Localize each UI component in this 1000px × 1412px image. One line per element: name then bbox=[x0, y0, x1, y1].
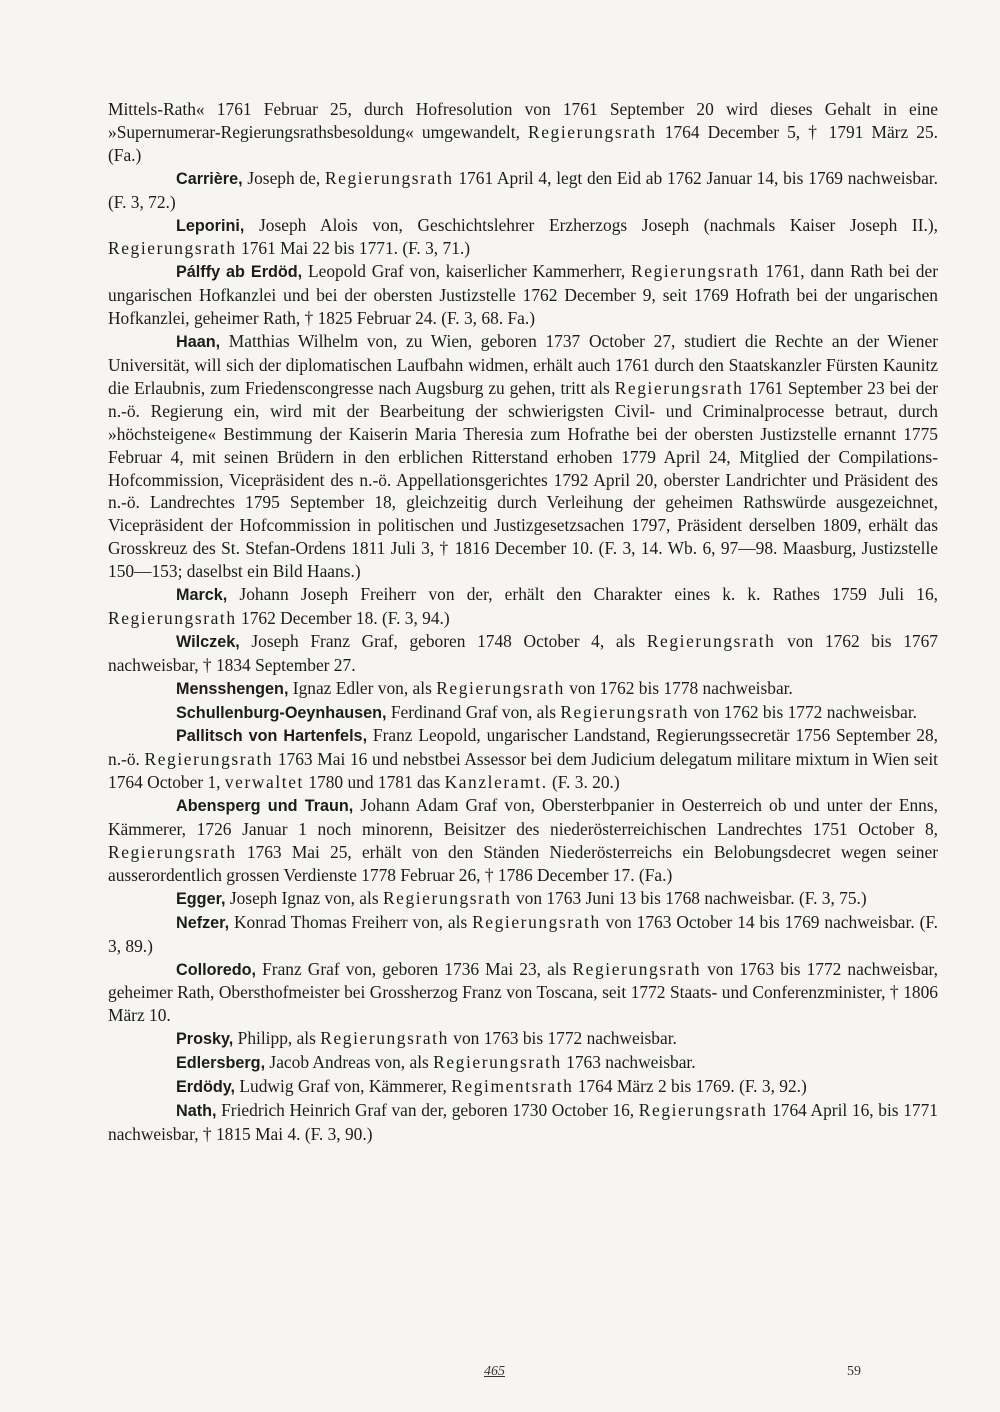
spaced-term: Regierungsrath bbox=[528, 121, 657, 142]
biography-entry bbox=[108, 677, 938, 701]
biography-entry bbox=[108, 911, 938, 958]
biography-entry bbox=[108, 214, 938, 261]
biography-entry bbox=[108, 958, 938, 1028]
biography-entry bbox=[108, 1099, 938, 1146]
biography-entry bbox=[108, 167, 938, 214]
entry-text: 1763 nachweisbar. bbox=[561, 1052, 696, 1073]
entry-name: Abensperg und Traun, bbox=[176, 797, 354, 816]
spaced-term: Regierungsrath bbox=[560, 701, 690, 722]
entry-name: Nefzer, bbox=[176, 913, 230, 932]
entry-text: Jacob Andreas von, als bbox=[265, 1052, 434, 1073]
entry-name: Schullenburg-Oeynhausen, bbox=[176, 703, 387, 722]
entry-text: Ferdinand Graf von, als bbox=[386, 701, 561, 722]
spaced-term: Regierungsrath bbox=[631, 261, 760, 282]
spaced-term: Regimentsrath bbox=[451, 1076, 574, 1097]
page-body bbox=[108, 98, 938, 1146]
spaced-term: Regierungsrath bbox=[144, 749, 274, 770]
biography-entry bbox=[108, 794, 938, 887]
spaced-term: Regierungsrath bbox=[614, 377, 744, 398]
entry-name: Edlersberg, bbox=[176, 1054, 266, 1073]
entry-text: von 1763 October 14 bis 1769 nachweisbar. (F. 3, 89.) bbox=[108, 911, 938, 956]
entry-text: 1763 Mai 25, erhält von den Ständen Niederösterreichs ein Belobungsdecret wegen seiner ausserordentlich grossen Verdienste 1778 Februar 26, † 1786 December 17. (Fa.) bbox=[108, 842, 938, 885]
entry-name: Leporini, bbox=[176, 216, 245, 235]
spaced-term: Regierungsrath bbox=[108, 607, 237, 628]
spaced-term: Regierungsrath bbox=[382, 887, 512, 908]
spaced-term: Regierungsrath bbox=[638, 1099, 768, 1120]
entry-name: Carrière, bbox=[176, 169, 243, 188]
entry-name: Wilczek, bbox=[176, 632, 240, 651]
entry-text: von 1763 Juni 13 bis 1768 nachweisbar. (F. 3, 75.) bbox=[511, 887, 867, 908]
biography-entry bbox=[108, 583, 938, 630]
biography-entry bbox=[108, 330, 938, 583]
entry-text: Franz Leopold, ungarischer Landstand, Regierungssecretär 1756 September 28, n.-ö. bbox=[108, 725, 938, 770]
entry-text: 1761, dann Rath bei der ungarischen Hofkanzlei und bei der obersten Justizstelle 1762 December 9, seit 1769 Hofrath bei der ungarischen Hofkanzlei, geheimer Rath, † 1825 Februar 24. (F. 3, 68. Fa.) bbox=[108, 261, 939, 329]
biography-entry bbox=[108, 630, 938, 677]
entry-name: Pallitsch von Hartenfels, bbox=[176, 727, 368, 746]
entry-name: Erdödy, bbox=[176, 1078, 236, 1097]
biography-entry bbox=[108, 1027, 938, 1051]
entry-text: Friedrich Heinrich Graf van der, geboren 1730 October 16, bbox=[216, 1099, 639, 1120]
page-number: 59 bbox=[847, 1364, 861, 1379]
entry-text: 1763 Mai 16 und nebstbei Assessor bei dem Judicium delegatum militare mixtum in Wien seit 1764 October 1, bbox=[108, 749, 938, 793]
spaced-term: verwaltet bbox=[224, 772, 304, 793]
entry-name: Pálffy ab Erdöd, bbox=[176, 263, 303, 282]
entry-name: Colloredo, bbox=[176, 960, 257, 979]
spaced-term: Regierungsrath bbox=[436, 677, 565, 698]
entry-text: von 1763 bis 1772 nachweisbar, geheimer Rath, Obersthofmeister bei Grossherzog Franz von Toscana, seit 1772 Staats- und Conferenzminister, † 1806 März 10. bbox=[108, 958, 938, 1026]
entry-text: 1764 December 5, † 1791 März 25. (Fa.) bbox=[108, 121, 938, 165]
entry-text: Mittels-Rath« 1761 Februar 25, durch Hofresolution von 1761 September 20 wird dieses Gehalt in eine »Supernumerar-Regierungsrathsbesoldung« umgewandelt, bbox=[108, 99, 938, 142]
spaced-term: Regierungsrath bbox=[472, 911, 601, 932]
spaced-term: Regierungsrath bbox=[572, 958, 702, 979]
entry-text: von 1763 bis 1772 nachweisbar. bbox=[448, 1028, 677, 1049]
entry-text: Philipp, als bbox=[233, 1028, 321, 1049]
entry-list bbox=[108, 167, 938, 1146]
biography-entry bbox=[108, 701, 938, 725]
spaced-term: Regierungsrath bbox=[646, 630, 776, 651]
spaced-term: Kanzleramt. bbox=[444, 772, 548, 793]
entry-name: Nath, bbox=[176, 1101, 217, 1120]
continuation-paragraph bbox=[108, 98, 938, 167]
entry-text: 1762 December 18. (F. 3, 94.) bbox=[236, 607, 450, 628]
entry-text: von 1762 bis 1778 nachweisbar. bbox=[564, 677, 793, 698]
entry-text: 1764 März 2 bis 1769. (F. 3, 92.) bbox=[573, 1076, 807, 1097]
entry-text: Joseph Alois von, Geschichtslehrer Erzherzogs Joseph (nachmals Kaiser Joseph II.), bbox=[244, 214, 938, 235]
entry-text: Joseph Franz Graf, geboren 1748 October 4, als bbox=[239, 630, 647, 651]
entry-text: 1761 April 4, legt den Eid ab 1762 Januar 14, bis 1769 nachweisbar. (F. 3, 72.) bbox=[108, 167, 938, 212]
entry-name: Haan, bbox=[176, 333, 221, 352]
entry-text: Ignaz Edler von, als bbox=[288, 677, 437, 698]
entry-text: Matthias Wilhelm von, zu Wien, geboren 1737 October 27, studiert die Rechte an der Wiener Universität, will sich der diplomatischen Laufbahn widmen, erhält auch 1761 durch den Staatskanzler Fürsten Kaunitz die Erlaubnis, zum Friedenscongresse nach Augsburg zu gehen, tritt als bbox=[108, 331, 938, 398]
entry-text: Leopold Graf von, kaiserlicher Kammerherr, bbox=[302, 261, 631, 282]
entry-text: 1780 und 1781 das bbox=[304, 772, 445, 793]
biography-entry bbox=[108, 1075, 938, 1099]
entry-text: Joseph de, bbox=[242, 167, 325, 188]
spaced-term: Regierungsrath bbox=[324, 167, 454, 188]
spaced-term: Regierungsrath bbox=[433, 1052, 562, 1073]
entry-text: Franz Graf von, geboren 1736 Mai 23, als bbox=[256, 958, 573, 979]
entry-text: Konrad Thomas Freiherr von, als bbox=[229, 911, 473, 932]
biography-entry bbox=[108, 887, 938, 911]
spaced-term: Regierungsrath bbox=[108, 238, 237, 259]
entry-text: Johann Joseph Freiherr von der, erhält den Charakter eines k. k. Rathes 1759 Juli 16, bbox=[227, 584, 938, 605]
spaced-term: Regierungsrath bbox=[320, 1028, 449, 1049]
spaced-term: Regierungsrath bbox=[108, 842, 237, 862]
entry-text: von 1762 bis 1767 nachweisbar, † 1834 September 27. bbox=[108, 630, 938, 675]
entry-text: Johann Adam Graf von, Obersterbpanier in Oesterreich ob und unter der Enns, Kämmerer, 1726 Januar 1 noch minorenn, Beisitzer des niederösterreichischen Landrechtes 1751 October 8, bbox=[108, 795, 938, 840]
biography-entry bbox=[108, 260, 938, 330]
entry-name: Marck, bbox=[176, 586, 228, 605]
entry-name: Egger, bbox=[176, 889, 226, 908]
entry-name: Mensshengen, bbox=[176, 679, 289, 698]
entry-text: 1761 September 23 bei der n.-ö. Regierung ein, wird mit der Bearbeitung der schwierigsten Civil- und Criminalprocesse betraut, durch »höchsteigene« Bestimmung der Kaiserin Maria Theresia zum Hofrathe bei der obersten Justizstelle ernannt 1775 Februar 4, mit seinen Brüdern in den erblichen Ritterstand erhoben 1779 April 24, Mitglied der Compilations-Hofcommission, Vicepräsident des n.-ö. Appellationsgerichtes 1792 April 20, oberster Landrichter und Präsident des n.-ö. Landrechtes 1795 September 18, gleichzeitig durch Verleihung der geheimen Rathswürde ausgezeichnet, Vicepräsident der Hofcommission in politischen und Justizgesetzsachen 1797, Präsident derselben 1809, erhält das Grosskreuz des St. Stefan-Ordens 1811 Juli 3, † 1816 December 10. (F. 3, 14. Wb. 6, 97—98. Maasburg, Justizstelle 150—153; daselbst ein Bild Haans.) bbox=[108, 377, 938, 582]
biography-entry bbox=[108, 1051, 938, 1075]
entry-text: Ludwig Graf von, Kämmerer, bbox=[235, 1076, 452, 1097]
entry-text: 1761 Mai 22 bis 1771. (F. 3, 71.) bbox=[236, 238, 471, 259]
entry-text: (F. 3. 20.) bbox=[547, 772, 620, 793]
entry-text: 1764 April 16, bis 1771 nachweisbar, † 1815 Mai 4. (F. 3, 90.) bbox=[108, 1099, 938, 1144]
entry-text: Joseph Ignaz von, als bbox=[225, 887, 383, 908]
biography-entry bbox=[108, 724, 938, 794]
entry-name: Prosky, bbox=[176, 1030, 234, 1049]
entry-text: von 1762 bis 1772 nachweisbar. bbox=[689, 701, 917, 722]
signature-mark: 465 bbox=[484, 1364, 505, 1379]
